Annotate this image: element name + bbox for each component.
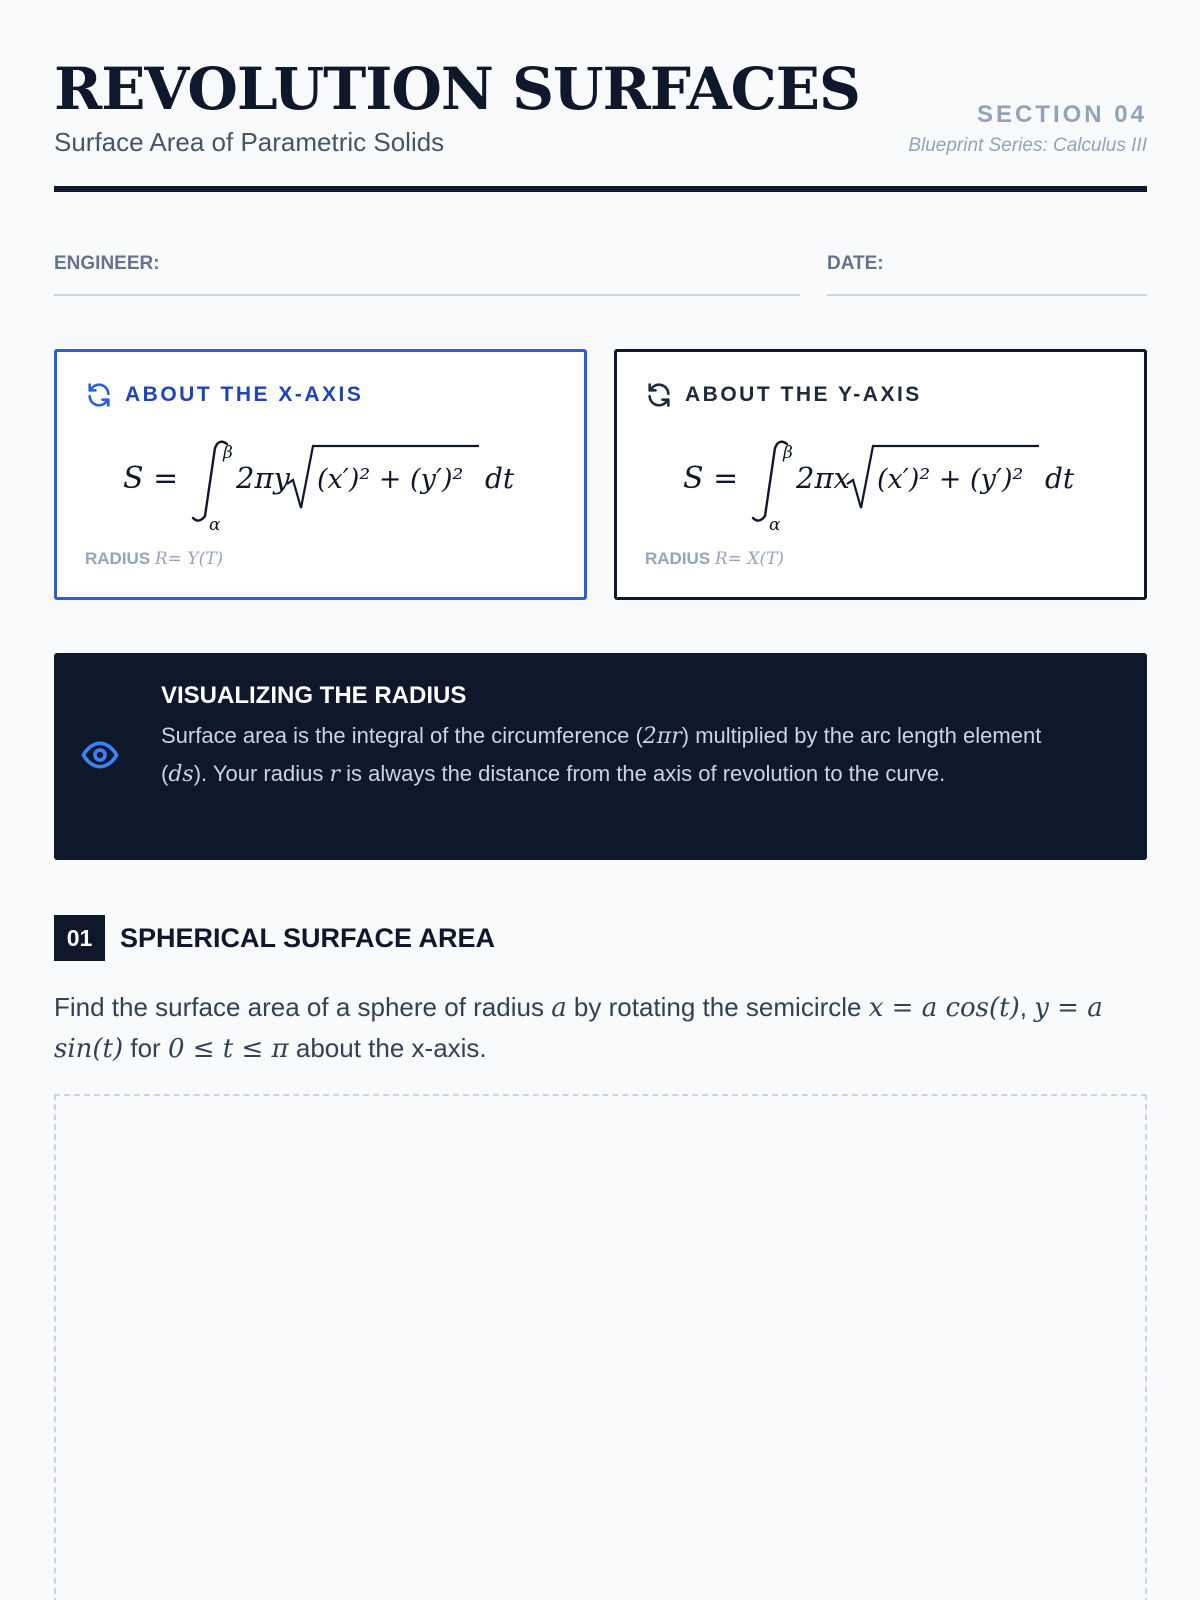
callout-text: Surface area is the integral of the circumference ( [161, 723, 643, 748]
callout-body [161, 717, 1091, 793]
page-subtitle: Surface Area of Parametric Solids [54, 127, 445, 157]
lower-limit: α [209, 515, 221, 530]
callout-title: VISUALIZING THE RADIUS [161, 682, 467, 709]
lower-limit: α [769, 515, 781, 530]
math-expression: a [551, 993, 567, 1023]
math-expression: 2πr [642, 724, 682, 749]
section-number: SECTION 04 [976, 101, 1147, 128]
engineer-label: ENGINEER: [54, 253, 160, 274]
x-axis-formula-card [54, 349, 587, 600]
answer-work-area[interactable] [54, 1094, 1147, 1600]
math-expression: y = a sin(t) [54, 993, 1103, 1064]
radius-expression: R= Y(T) [154, 549, 224, 569]
callout-text: ). Your radius [193, 761, 330, 786]
radius-label: RADIUS [645, 549, 711, 568]
card-title: ABOUT THE Y-AXIS [685, 383, 922, 406]
upper-limit: β [783, 443, 793, 463]
series-name: Blueprint Series: Calculus III [908, 135, 1147, 156]
header-divider [54, 186, 1147, 192]
upper-limit: β [223, 443, 233, 463]
eye-icon [80, 735, 120, 775]
math-expression: x = a cos(t) [868, 993, 1020, 1023]
problem-text: Find the surface area of a sphere of radius [54, 992, 552, 1022]
problem-title: SPHERICAL SURFACE AREA [120, 923, 496, 953]
card-header [85, 380, 363, 410]
radicand: (x′)² + (y′)² [877, 464, 1024, 495]
surface-area-formula [683, 430, 1103, 530]
header [54, 56, 1147, 192]
problem-text: , [1019, 992, 1035, 1022]
y-axis-formula-card [614, 349, 1147, 600]
callout-text: ) multiplied by the arc length element ( [161, 723, 1042, 786]
problem-statement [54, 987, 1147, 1069]
page-title: REVOLUTION SURFACES [54, 55, 860, 123]
formula-lhs: S = [683, 461, 739, 496]
math-expression: ds [168, 762, 194, 787]
radius-factor: 2πy [236, 461, 290, 495]
problem-text: about the x-axis. [288, 1033, 487, 1063]
radius-note [645, 548, 784, 570]
refresh-icon [85, 381, 113, 409]
problem-number-badge: 01 [54, 915, 105, 961]
card-header [645, 380, 922, 410]
math-expression: r [329, 762, 340, 787]
date-label: DATE: [827, 253, 884, 274]
problem-text: by rotating the semicircle [566, 992, 869, 1022]
refresh-icon [645, 381, 673, 409]
problem-text: for [123, 1033, 168, 1063]
surface-area-formula [123, 430, 543, 530]
formula-lhs: S = [123, 461, 179, 496]
engineer-field[interactable] [54, 252, 800, 296]
radius-note [85, 548, 223, 570]
radicand: (x′)² + (y′)² [317, 464, 464, 495]
math-expression: 0 ≤ t ≤ π [167, 1034, 289, 1064]
differential: dt [1045, 462, 1075, 495]
differential: dt [485, 462, 515, 495]
date-field[interactable] [827, 252, 1147, 296]
radius-callout [54, 653, 1147, 860]
radius-label: RADIUS [85, 549, 151, 568]
card-title: ABOUT THE X-AXIS [125, 383, 364, 406]
radius-expression: R= X(T) [714, 549, 785, 569]
callout-text: is always the distance from the axis of revolution to the curve. [339, 761, 946, 786]
worksheet-page [54, 0, 1147, 1600]
radius-factor: 2πx [796, 461, 850, 495]
